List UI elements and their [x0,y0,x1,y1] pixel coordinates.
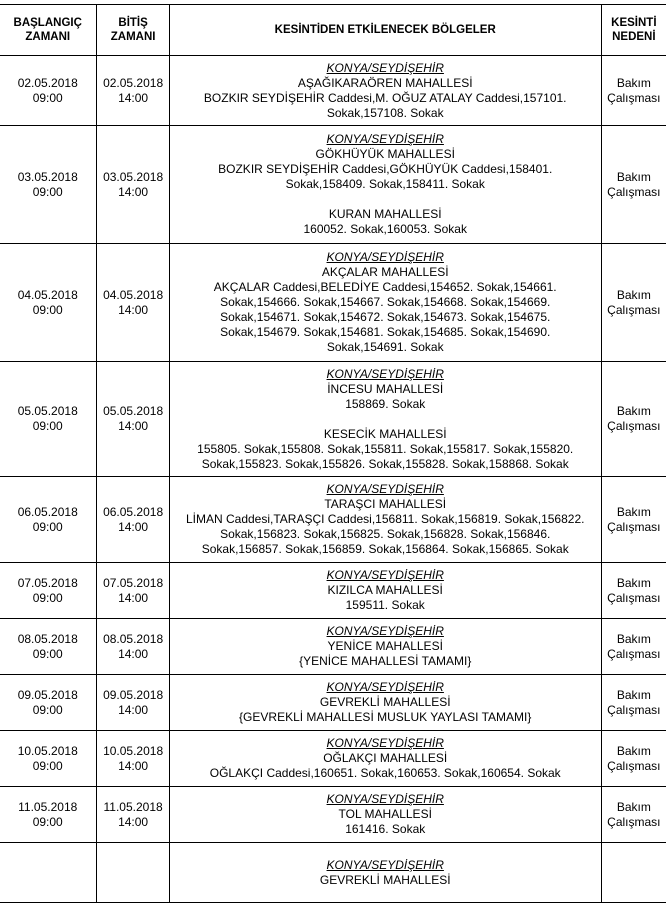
table-row [0,563,666,619]
end-cell [97,731,169,787]
reason-text: Bakım [616,631,651,646]
region-line: 161416. Sokak [345,822,426,836]
end-time-header [97,5,169,56]
table-row [0,244,666,362]
city-district: KONYA/SEYDİŞEHİR [326,680,444,694]
start-date: 04.05.2018 [17,287,78,302]
reason-cell [601,675,666,731]
end-date: 09.05.2018 [103,687,164,702]
start-cell [0,675,97,731]
table-row [0,731,666,787]
reason-text: Çalışması [607,90,661,105]
regions-cell [169,843,601,903]
end-time: 14:00 [118,519,149,534]
start-cell [0,843,97,903]
reason-cell [601,126,666,244]
city-district: KONYA/SEYDİŞEHİR [326,60,444,75]
city-district: KONYA/SEYDİŞEHİR [326,132,444,146]
region-line: Sokak,156823. Sokak,156825. Sokak,156828. Sokak,156846. [220,527,551,541]
start-cell [0,56,97,126]
region-line: Sokak,155823. Sokak,155826. Sokak,155828. Sokak,158868. Sokak [201,456,569,471]
reason-cell [601,787,666,843]
regions-cell [169,477,601,563]
reason-cell [601,477,666,563]
regions-cell [169,126,601,244]
end-date: 06.05.2018 [103,504,164,519]
start-time: 09:00 [32,90,63,105]
regions-cell [169,619,601,675]
start-cell [0,126,97,244]
city-district: KONYA/SEYDİŞEHİR [326,366,444,381]
end-time: 14:00 [118,302,149,317]
region-line: GÖKHÜYÜK MAHALLESİ [315,147,455,161]
region-line: {YENİCE MAHALLESİ TAMAMI} [299,654,472,668]
table-row [0,362,666,477]
reason-cell [601,731,666,787]
reason-cell [601,56,666,126]
start-cell [0,477,97,563]
region-line: Sokak,154671. Sokak,154672. Sokak,154673. Sokak,154675. [220,310,551,324]
reason-cell [601,843,666,903]
reason-text: Bakım [616,504,651,519]
table-row [0,126,666,244]
reason-text: Bakım [616,287,651,302]
start-date: 03.05.2018 [17,169,78,184]
region-line: OĞLAKÇI Caddesi,160651. Sokak,160653. Sokak,160654. Sokak [209,766,561,780]
region-line: Sokak,154666. Sokak,154667. Sokak,154668. Sokak,154669. [220,295,551,309]
region-line: BOZKIR SEYDİŞEHİR Caddesi,M. OĞUZ ATALAY Caddesi,157101. [203,90,567,105]
header-text: BİTİŞ [118,17,148,29]
end-cell [97,843,169,903]
city-district: KONYA/SEYDİŞEHİR [326,857,444,872]
regions-header: KESİNTİDEN ETKİLENECEK BÖLGELER [169,5,601,56]
start-time: 09:00 [32,814,63,829]
end-time: 14:00 [118,419,149,433]
header-text: BAŞLANGIÇ [13,17,82,29]
start-time: 09:00 [32,590,63,605]
start-time-header [0,5,97,56]
start-date: 05.05.2018 [17,404,78,418]
start-cell [0,362,97,477]
region-line: Sokak,154691. Sokak [326,340,444,354]
region-line: AKÇALAR MAHALLESİ [321,265,449,279]
start-date: 06.05.2018 [17,504,78,519]
end-date: 02.05.2018 [103,75,164,90]
table-row [0,477,666,563]
reason-text: Çalışması [607,519,661,534]
header-row [0,5,666,56]
start-cell [0,787,97,843]
table-row [0,843,666,903]
reason-text: Bakım [616,404,651,418]
regions-cell [169,362,601,477]
region-line: {GEVREKLİ MAHALLESİ MUSLUK YAYLASI TAMAMI} [239,710,532,724]
end-date: 08.05.2018 [103,631,164,646]
start-time: 09:00 [32,184,63,199]
region-line: TARAŞCI MAHALLESİ [324,497,447,511]
start-time: 09:00 [32,302,63,317]
line-gap [170,412,601,427]
city-district: KONYA/SEYDİŞEHİR [326,482,444,496]
reason-text: Bakım [616,687,651,702]
start-time: 09:00 [32,419,63,433]
start-time: 09:00 [32,519,63,534]
region-line: AKÇALAR Caddesi,BELEDİYE Caddesi,154652. Sokak,154661. [213,280,557,294]
region-line: GEVREKLİ MAHALLESİ [319,872,451,887]
region-line: GEVREKLİ MAHALLESİ [319,695,451,709]
reason-text: Çalışması [607,302,661,317]
table-row [0,787,666,843]
reason-text: Bakım [616,169,651,184]
city-district: KONYA/SEYDİŞEHİR [326,568,444,582]
reason-cell [601,244,666,362]
end-time: 14:00 [118,90,149,105]
start-date: 08.05.2018 [17,631,78,646]
region-line: KIZILCA MAHALLESİ [327,583,443,597]
end-time: 14:00 [118,646,149,661]
region-line: Sokak,156857. Sokak,156859. Sokak,156864. Sokak,156865. Sokak [201,542,569,556]
end-cell [97,126,169,244]
reason-text: Bakım [616,575,651,590]
header-text: ZAMANI [25,31,71,43]
end-time: 14:00 [118,590,149,605]
start-date: 02.05.2018 [17,75,78,90]
region-line: 158869. Sokak [345,396,426,411]
reason-cell [601,619,666,675]
region-line: OĞLAKÇI MAHALLESİ [323,751,448,765]
city-district: KONYA/SEYDİŞEHİR [326,624,444,638]
start-time: 09:00 [32,702,63,717]
reason-text: Bakım [616,75,651,90]
end-cell [97,56,169,126]
reason-cell [601,362,666,477]
end-cell [97,787,169,843]
reason-cell [601,563,666,619]
line-gap [170,192,601,207]
start-date: 10.05.2018 [17,743,78,758]
reason-text: Çalışması [607,590,661,605]
end-date: 07.05.2018 [103,575,164,590]
header-text: ZAMANI [110,31,156,43]
end-date: 05.05.2018 [103,404,164,418]
city-district: KONYA/SEYDİŞEHİR [326,736,444,750]
end-cell [97,362,169,477]
reason-text: Çalışması [607,702,661,717]
start-time: 09:00 [32,758,63,773]
end-cell [97,619,169,675]
end-date: 11.05.2018 [103,799,163,814]
end-date: 03.05.2018 [103,169,164,184]
start-date: 11.05.2018 [18,799,78,814]
region-line: AŞAĞIKARAÖREN MAHALLESİ [297,75,473,90]
end-cell [97,244,169,362]
region-line: YENİCE MAHALLESİ [327,639,443,653]
reason-text: Çalışması [607,419,661,433]
reason-text: Çalışması [607,814,661,829]
region-line: TOL MAHALLESİ [338,807,432,821]
start-cell [0,731,97,787]
regions-cell [169,56,601,126]
table-row [0,675,666,731]
regions-cell [169,731,601,787]
header-text: NEDENİ [612,31,656,43]
region-line: BOZKIR SEYDİŞEHİR Caddesi,GÖKHÜYÜK Caddesi,158401. [218,162,553,176]
regions-cell [169,563,601,619]
end-date: 04.05.2018 [103,287,164,302]
reason-text: Çalışması [607,646,661,661]
region-line: KESECİK MAHALLESİ [323,426,447,441]
end-date: 10.05.2018 [103,743,164,758]
region-line: Sokak,157108. Sokak [326,105,444,120]
end-cell [97,563,169,619]
table-row [0,619,666,675]
end-time: 14:00 [118,702,149,717]
region-line: LİMAN Caddesi,TARAŞÇI Caddesi,156811. Sokak,156819. Sokak,156822. [185,512,585,526]
start-date: 09.05.2018 [17,687,78,702]
regions-cell [169,675,601,731]
city-district: KONYA/SEYDİŞEHİR [326,792,444,806]
regions-cell [169,244,601,362]
header-text: KESİNTİ [611,17,657,29]
end-time: 14:00 [118,814,149,829]
reason-text: Bakım [616,799,651,814]
end-time: 14:00 [118,758,149,773]
start-time: 09:00 [32,646,63,661]
reason-text: Bakım [616,743,651,758]
region-line: KURAN MAHALLESİ [328,207,442,221]
table-row [0,56,666,126]
reason-text: Çalışması [607,758,661,773]
region-line: 155805. Sokak,155808. Sokak,155811. Sokak,155817. Sokak,155820. [197,441,574,456]
end-time: 14:00 [118,184,149,199]
region-line: Sokak,158409. Sokak,158411. Sokak [285,177,485,191]
regions-cell [169,787,601,843]
start-date: 07.05.2018 [17,575,78,590]
start-cell [0,563,97,619]
start-cell [0,244,97,362]
region-line: Sokak,154679. Sokak,154681. Sokak,154685. Sokak,154690. [220,325,551,339]
region-line: İNCESU MAHALLESİ [327,381,444,396]
region-line: 159511. Sokak [345,598,425,612]
region-line: 160052. Sokak,160053. Sokak [303,222,467,236]
city-district: KONYA/SEYDİŞEHİR [326,250,444,264]
end-cell [97,477,169,563]
outage-table [0,4,666,903]
end-cell [97,675,169,731]
reason-text: Çalışması [607,184,661,199]
start-cell [0,619,97,675]
reason-header [601,5,666,56]
